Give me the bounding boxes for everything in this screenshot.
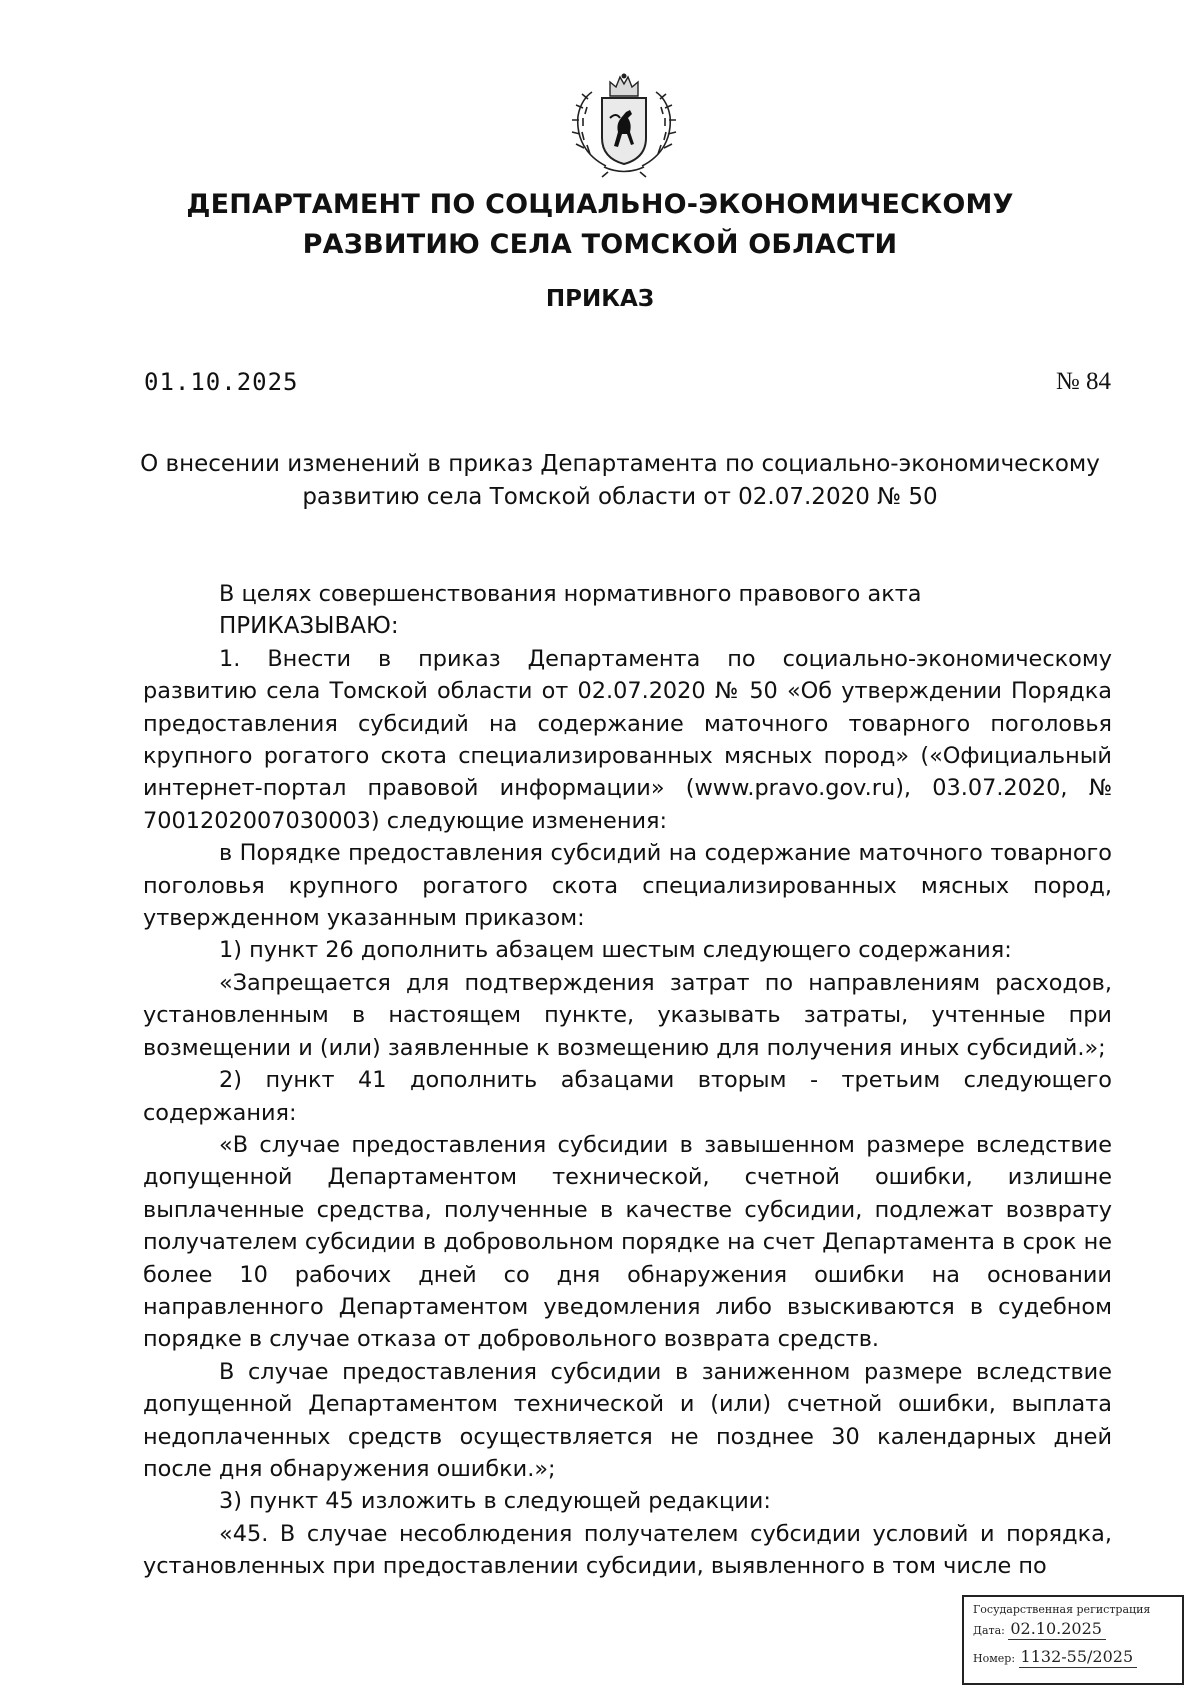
registration-stamp bbox=[962, 1595, 1184, 1685]
body-paragraph: В случае предоставления субсидии в заниженном размере вследствие допущенной Департаментом технической и (или) счетной ошибки, выплата недоплаченных средств осуществляется не позднее 30 календарных дней после дня обнаружения ошибки.»; bbox=[143, 1358, 1112, 1482]
order-body bbox=[143, 578, 1112, 1583]
department-name-line1: ДЕПАРТАМЕНТ ПО СОЦИАЛЬНО-ЭКОНОМИЧЕСКОМУ bbox=[186, 189, 1014, 220]
registration-date-label: Дата: bbox=[973, 1624, 1005, 1637]
registration-number-row bbox=[973, 1647, 1137, 1666]
tomsk-region-coat-of-arms-icon bbox=[566, 68, 682, 180]
order-number: № 84 bbox=[1055, 368, 1111, 395]
department-name-line2: РАЗВИТИЮ СЕЛА ТОМСКОЙ ОБЛАСТИ bbox=[302, 229, 898, 260]
body-paragraph: 3) пункт 45 изложить в следующей редакции: bbox=[219, 1488, 771, 1515]
department-name bbox=[100, 185, 1100, 265]
order-subject-line2: развитию села Томской области от 02.07.2020 № 50 bbox=[302, 484, 938, 510]
registration-date-value: 02.10.2025 bbox=[1008, 1619, 1106, 1640]
order-subject bbox=[130, 448, 1110, 514]
body-paragraph: «В случае предоставления субсидии в завышенном размере вследствие допущенной Департаментом технической, счетной ошибки, излишне выплаченные средства, полученные в качестве субсидии, подлежат возврату получателем субсидии в добровольном порядке на счет Департамента в срок не более 10 рабочих дней со дня обнаружения ошибки на основании направленного Департаментом уведомления либо взыскиваются в судебном порядке в случае отказа от добровольного возврата средств. bbox=[143, 1131, 1112, 1353]
body-paragraph: 1) пункт 26 дополнить абзацем шестым следующего содержания: bbox=[219, 937, 1012, 964]
registration-date-row bbox=[973, 1619, 1106, 1638]
registration-stamp-title: Государственная регистрация bbox=[973, 1603, 1151, 1616]
body-paragraph: 2) пункт 41 дополнить абзацами вторым - третьим следующего содержания: bbox=[143, 1067, 1112, 1126]
body-paragraph: «45. В случае несоблюдения получателем субсидии условий и порядка, установленных при предоставлении субсидии, выявленного в том числе по bbox=[143, 1520, 1112, 1580]
order-directive: ПРИКАЗЫВАЮ: bbox=[219, 613, 399, 640]
preamble-paragraph: В целях совершенствования нормативного правового акта bbox=[219, 581, 922, 607]
registration-number-label: Номер: bbox=[973, 1652, 1016, 1665]
body-paragraph: «Запрещается для подтверждения затрат по направлениям расходов, установленным в настоящем пункте, указывать затраты, учтенные при возмещении и (или) заявленные к возмещению для получения иных субсидий.»; bbox=[143, 969, 1112, 1061]
document-type: ПРИКАЗ bbox=[545, 286, 655, 312]
registration-number-value: 1132-55/2025 bbox=[1019, 1647, 1138, 1668]
body-paragraph: в Порядке предоставления субсидий на содержание маточного товарного поголовья крупного рогатого скота специализированных мясных пород, утвержденном указанным приказом: bbox=[143, 840, 1112, 932]
body-paragraph: 1. Внести в приказ Департамента по социально-экономическому развитию села Томской области от 02.07.2020 № 50 «Об утверждении Порядка предоставления субсидий на содержание маточного товарного поголовья крупного рогатого скота специализированных мясных пород» («Официальный интернет-портал правовой информации» (www.pravo.gov.ru), 03.07.2020, № 7001202007030003) следующие изменения: bbox=[143, 645, 1112, 834]
order-subject-line1: О внесении изменений в приказ Департамента по социально-экономическому bbox=[140, 451, 1100, 477]
order-date: 01.10.2025 bbox=[144, 368, 299, 396]
